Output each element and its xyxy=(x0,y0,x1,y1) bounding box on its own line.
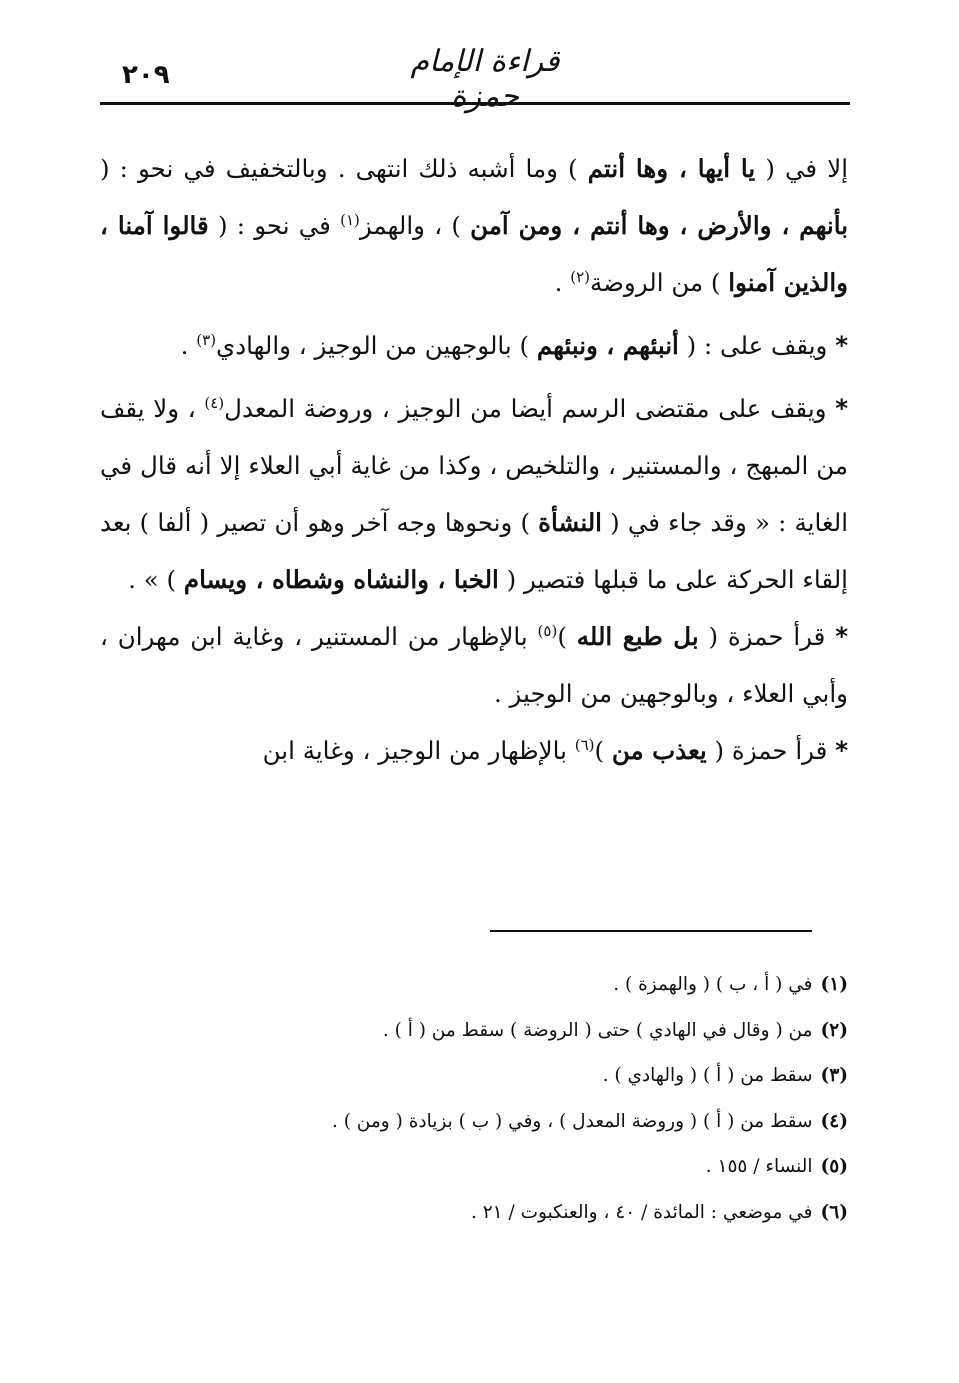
paragraph-2 xyxy=(100,317,848,374)
asterisk-marker: * xyxy=(835,394,848,423)
footnote-number: (١) xyxy=(820,974,848,995)
quranic-word: يعذب من xyxy=(611,736,707,765)
footnote-number: (٤) xyxy=(820,1110,848,1132)
footnote-ref-1[interactable]: (١) xyxy=(340,210,360,229)
footnote-ref-4[interactable]: (٤) xyxy=(204,393,225,412)
text-run: قرأ حمزة ( xyxy=(708,622,826,651)
text-run: ) » . xyxy=(128,565,177,594)
footnote-ref-2[interactable]: (٢) xyxy=(570,267,590,286)
paragraph-3 xyxy=(100,380,848,608)
footnote-4 xyxy=(100,1099,848,1145)
footnotes xyxy=(100,962,848,1235)
footnote-6 xyxy=(100,1190,848,1236)
asterisk-marker: * xyxy=(835,736,848,765)
footnote-number: (٥) xyxy=(820,1156,848,1177)
text-run: ) ونحوها وجه آخر وهو أن تصير ( ألفا ) بعد إلقاء الحركة على ما قبلها فتصير ( xyxy=(100,508,848,594)
text-run: ) وما أشبه ذلك انتهى . وبالتخفيف في نحو : ( xyxy=(100,154,578,183)
quranic-word: الخبا ، والنشاه وشطاه ، ويسام xyxy=(183,565,499,594)
footnote-text: في ( أ ، ب ) ( والهمزة ) . xyxy=(613,974,813,995)
main-text xyxy=(100,140,848,779)
footnote-text: من ( وقال في الهادي ) حتى ( الروضة ) سقط من ( أ ) . xyxy=(382,1019,813,1041)
footnote-number: (٣) xyxy=(820,1065,848,1086)
text-run: في نحو : ( xyxy=(217,211,331,240)
page-number: ٢٠٩ xyxy=(122,60,170,90)
quranic-word: يا أيها ، وها أنتم xyxy=(587,154,756,183)
asterisk-marker: * xyxy=(835,331,848,360)
quranic-word: قالوا آمنا ، والذين آمنوا xyxy=(100,211,848,297)
footnote-number: (٢) xyxy=(820,1019,848,1041)
quranic-word: بل طبع الله xyxy=(576,622,699,651)
paragraph-5 xyxy=(100,722,848,779)
footnote-text: النساء / ١٥٥ . xyxy=(705,1156,813,1177)
text-run: . xyxy=(180,331,189,360)
quranic-word: بأنهم ، والأرض ، وها أنتم ، ومن آمن xyxy=(470,211,849,240)
text-run: إلا في ( xyxy=(765,154,849,183)
text-run: ) بالوجهين من الوجيز ، والهادي xyxy=(216,331,530,360)
asterisk-marker: * xyxy=(835,622,848,651)
footnote-ref-6[interactable]: (٦) xyxy=(574,735,595,754)
footnote-3 xyxy=(100,1053,848,1099)
text-run: ويقف على : ( xyxy=(686,331,828,360)
text-run: ، ولا يقف من المبهج ، والمستنير ، والتلخيص ، وكذا من غاية أبي العلاء إلا أنه قال في الغاية : « وقد جاء في ( xyxy=(100,394,848,537)
text-run: بالإظهار من الوجيز ، وغاية ابن xyxy=(262,736,567,765)
text-run: ويقف على مقتضى الرسم أيضا من الوجيز ، وروضة المعدل xyxy=(224,394,827,423)
footnote-text: سقط من ( أ ) ( وروضة المعدل ) ، وفي ( ب ) بزيادة ( ومن ) . xyxy=(331,1110,813,1132)
footnote-1 xyxy=(100,962,848,1008)
text-run: قرأ حمزة ( xyxy=(714,736,828,765)
text-run: . xyxy=(554,268,563,297)
text-run: ) من الروضة xyxy=(589,268,721,297)
footnote-ref-5[interactable]: (٥) xyxy=(537,621,558,640)
footnote-2 xyxy=(100,1008,848,1054)
footnote-separator xyxy=(490,930,812,932)
footnote-ref-3[interactable]: (٣) xyxy=(196,330,217,349)
quranic-word: النشأة xyxy=(538,508,602,537)
footnote-number: (٦) xyxy=(820,1201,848,1223)
running-title: قراءة الإمام حمزة xyxy=(410,44,560,114)
footnote-text: سقط من ( أ ) ( والهادي ) . xyxy=(602,1065,813,1086)
paragraph-1 xyxy=(100,140,848,311)
footnote-text: في موضعي : المائدة / ٤٠ ، والعنكبوت / ٢١ . xyxy=(470,1201,813,1223)
text-run: ) xyxy=(557,622,567,651)
footnote-5 xyxy=(100,1144,848,1190)
text-run: ) xyxy=(594,736,605,765)
text-run: بالإظهار من المستنير ، وغاية ابن مهران ، وأبي العلاء ، وبالوجهين من الوجيز . xyxy=(100,622,848,708)
header-rule xyxy=(100,102,850,105)
page-header xyxy=(100,42,850,114)
paragraph-4 xyxy=(100,608,848,722)
quranic-word: أنبئهم ، ونبئهم xyxy=(536,331,679,360)
text-run: ) ، والهمز xyxy=(359,211,461,240)
